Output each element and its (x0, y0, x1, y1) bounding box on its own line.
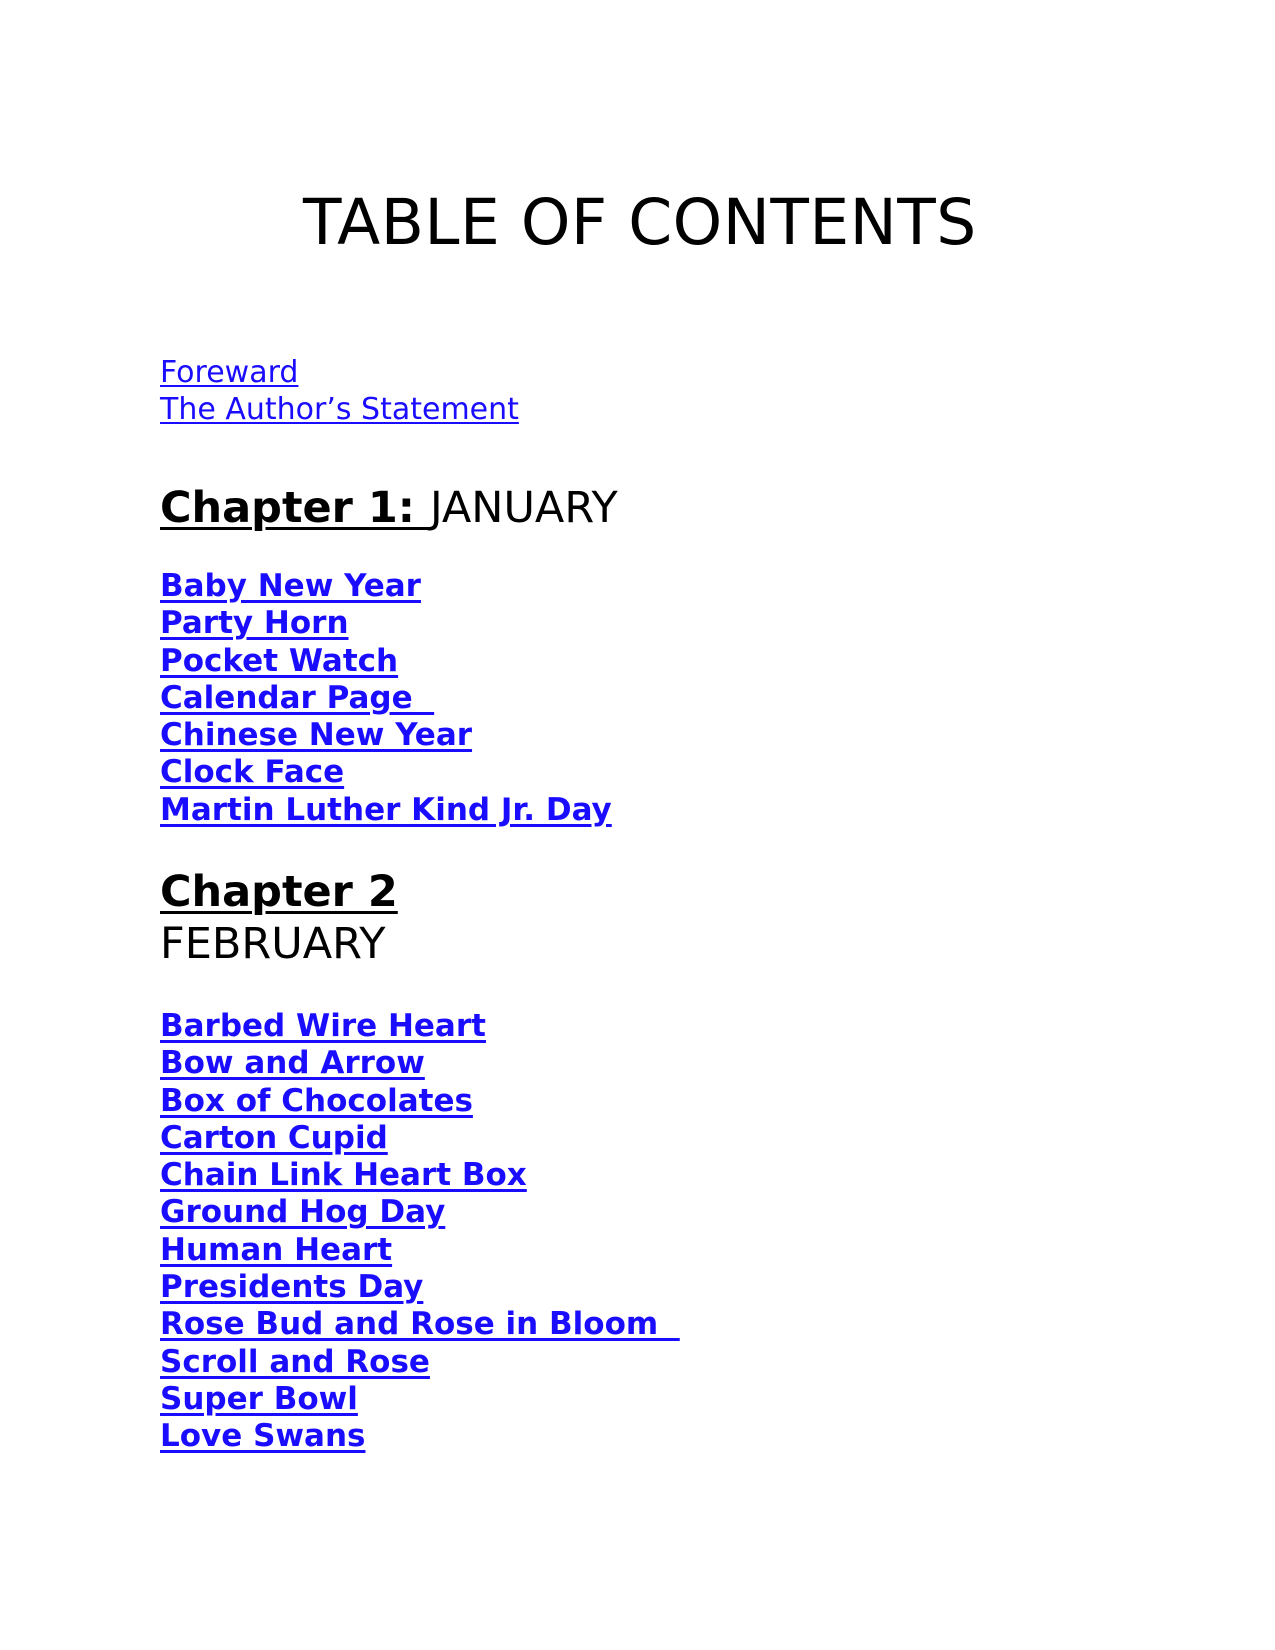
list-item (160, 754, 612, 791)
entry-link-super-bowl[interactable]: Super Bowl (160, 1380, 358, 1417)
chapter-2-heading (160, 866, 398, 970)
chapter-1-label: Chapter 1: (160, 483, 430, 533)
list-item (160, 680, 612, 717)
list-item (160, 643, 612, 680)
list-item (160, 1418, 680, 1455)
entry-link-mlk-day[interactable]: Martin Luther Kind Jr. Day (160, 791, 612, 828)
entry-link-barbed-wire-heart[interactable]: Barbed Wire Heart (160, 1008, 486, 1044)
entry-link-calendar-page[interactable]: Calendar Page (160, 679, 435, 716)
page-title: TABLE OF CONTENTS (303, 186, 977, 259)
list-item (160, 1306, 680, 1343)
entry-link-pocket-watch[interactable]: Pocket Watch (160, 642, 399, 679)
chapter-1-month: JANUARY (429, 483, 618, 533)
list-item (160, 568, 612, 605)
chapter-2-label: Chapter 2 (160, 867, 398, 917)
chapter-2-entry-list (160, 1008, 680, 1456)
list-item (160, 1344, 680, 1381)
link-foreward[interactable]: Foreward (160, 355, 299, 390)
list-item (160, 1194, 680, 1231)
chapter-1-entry-list (160, 568, 612, 829)
list-item (160, 1045, 680, 1082)
entry-link-ground-hog-day[interactable]: Ground Hog Day (160, 1194, 446, 1231)
list-item (160, 717, 612, 754)
list-item (160, 1157, 680, 1194)
entry-link-human-heart[interactable]: Human Heart (160, 1231, 393, 1268)
entry-link-clock-face[interactable]: Clock Face (160, 754, 345, 791)
list-item (160, 1232, 680, 1269)
entry-link-love-swans[interactable]: Love Swans (160, 1418, 366, 1455)
entry-link-baby-new-year[interactable]: Baby New Year (160, 568, 421, 604)
entry-link-carton-cupid[interactable]: Carton Cupid (160, 1119, 388, 1156)
entry-link-rose-bud-and-rose[interactable]: Rose Bud and Rose in Bloom (160, 1306, 680, 1343)
link-authors-statement[interactable]: The Author’s Statement (160, 392, 519, 427)
front-matter-links (160, 354, 519, 428)
entry-link-chinese-new-year[interactable]: Chinese New Year (160, 717, 473, 754)
entry-link-chain-link-heart-box[interactable]: Chain Link Heart Box (160, 1157, 527, 1194)
chapter-2-month: FEBRUARY (160, 919, 386, 969)
entry-link-party-horn[interactable]: Party Horn (160, 605, 349, 642)
entry-link-box-of-chocolates[interactable]: Box of Chocolates (160, 1082, 473, 1119)
entry-link-bow-and-arrow[interactable]: Bow and Arrow (160, 1045, 425, 1082)
list-item (160, 605, 612, 642)
list-item (160, 1120, 680, 1157)
list-item (160, 1269, 680, 1306)
entry-link-scroll-and-rose[interactable]: Scroll and Rose (160, 1343, 430, 1380)
list-item (160, 1083, 680, 1120)
list-item (160, 1008, 680, 1045)
list-item (160, 1381, 680, 1418)
entry-link-presidents-day[interactable]: Presidents Day (160, 1269, 424, 1306)
list-item (160, 792, 612, 829)
chapter-1-heading (160, 482, 618, 534)
